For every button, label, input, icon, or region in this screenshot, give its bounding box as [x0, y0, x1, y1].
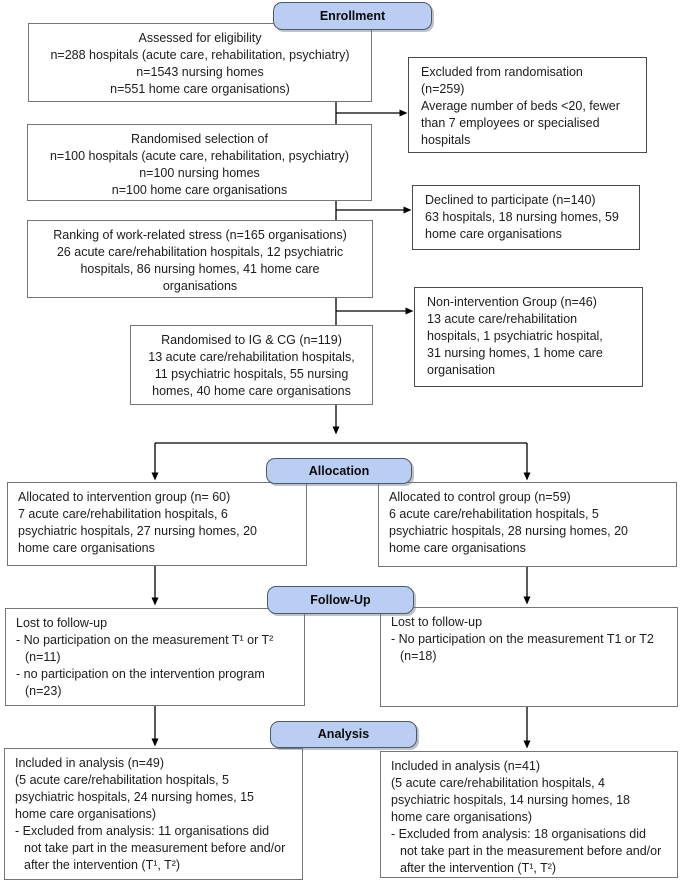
text-line: (n=18) [400, 649, 437, 663]
box-lost-to-followup-control [380, 607, 678, 707]
box-ranking-work-related-stress [27, 220, 373, 298]
box-non-intervention-group [414, 287, 643, 387]
text-line: not take part in the measurement before and/or [24, 841, 286, 855]
text-line: Lost to follow-up [16, 616, 108, 630]
text-line: Non-intervention Group (n=46) [427, 295, 597, 309]
text-line: psychiatric hospitals, 24 nursing homes, 15 [15, 790, 255, 804]
text-line: Included in analysis (n=41) [391, 759, 541, 773]
badge-label: Follow-Up [310, 592, 371, 607]
text-line: 13 acute care/rehabilitation hospitals, [148, 350, 355, 364]
text-line: Average number of beds <20, fewer [421, 99, 620, 113]
text-line: Included in analysis (n=49) [15, 756, 165, 770]
text-line: after the intervention (T¹, T²) [400, 861, 557, 875]
text-line: (5 acute care/rehabilitation hospitals, 5 [15, 773, 230, 787]
text-line: Assessed for eligibility [138, 31, 262, 45]
text-line: 6 acute care/rehabilitation hospitals, 5 [389, 507, 599, 521]
text-line: hospitals, 1 psychiatric hospital, [427, 329, 603, 343]
text-line: Randomised to IG & CG (n=119) [161, 333, 342, 347]
text-line: than 7 employees or specialised [421, 116, 600, 130]
box-declined-to-participate [412, 185, 640, 250]
text-line: organisations [162, 279, 238, 293]
text-line: psychiatric hospitals, 14 nursing homes, 18 [391, 793, 631, 807]
text-line: after the intervention (T¹, T²) [24, 858, 181, 872]
badge-label: Analysis [317, 727, 370, 741]
text-line: 11 psychiatric hospitals, 55 nursing [154, 367, 349, 381]
box-randomised-to-ig-cg [130, 325, 373, 405]
text-line: 63 hospitals, 18 nursing homes, 59 [425, 210, 619, 224]
text-line: home care organisations) [391, 810, 533, 824]
text-line: - Excluded from analysis: 18 organisations did [391, 827, 646, 841]
box-excluded-from-randomisation [408, 57, 647, 153]
text-line: - No participation on the measurement T1 or T2 [391, 632, 654, 646]
badge-label: Allocation [308, 463, 370, 478]
text-line: psychiatric hospitals, 27 nursing homes, 20 [18, 524, 258, 538]
text-line: home care organisations [389, 541, 526, 555]
box-assessed-eligibility [28, 23, 372, 102]
text-line: Excluded from randomisation [421, 65, 583, 79]
box-lost-to-followup-intervention [5, 608, 305, 706]
box-allocated-intervention-group [7, 482, 307, 566]
text-line: Allocated to intervention group (n= 60) [18, 490, 231, 504]
text-line: n=1543 nursing homes [136, 65, 264, 79]
text-line: not take part in the measurement before and/or [400, 844, 662, 858]
text-line: 31 nursing homes, 1 home care [427, 346, 603, 360]
text-line: n=551 home care organisations) [110, 82, 290, 96]
text-line: homes, 40 home care organisations [152, 384, 351, 398]
text-line: organisation [427, 363, 496, 377]
badge-allocation [266, 458, 412, 484]
text-line: home care organisations [18, 541, 155, 555]
text-line: home care organisations) [15, 807, 157, 821]
badge-follow-up [267, 586, 414, 614]
text-line: Allocated to control group (n=59) [389, 490, 571, 504]
text-line: (5 acute care/rehabilitation hospitals, 4 [391, 776, 606, 790]
text-line: psychiatric hospitals, 28 nursing homes, 20 [389, 524, 629, 538]
text-line: n=100 nursing homes [139, 166, 260, 180]
text-line: hospitals, 86 nursing homes, 41 home care [80, 262, 320, 276]
box-included-in-analysis-control [380, 751, 678, 878]
box-randomised-selection [27, 124, 372, 201]
text-line: (n=259) [421, 82, 465, 96]
text-line: Ranking of work-related stress (n=165 organisations) [53, 228, 347, 242]
text-line: - Excluded from analysis: 11 organisations did [15, 824, 270, 838]
text-line: Randomised selection of [131, 132, 268, 146]
text-line: (n=11) [25, 650, 61, 664]
badge-label: Enrollment [319, 8, 386, 23]
text-line: Lost to follow-up [391, 615, 483, 629]
text-line: n=100 home care organisations [111, 183, 288, 197]
text-line: home care organisations [425, 227, 562, 241]
badge-enrollment [273, 2, 432, 30]
badge-analysis [270, 721, 417, 748]
text-line: 13 acute care/rehabilitation [427, 312, 578, 326]
box-included-in-analysis-intervention [4, 748, 303, 880]
text-line: n=288 hospitals (acute care, rehabilitation, psychiatry) [50, 48, 350, 62]
text-line: - No participation on the measurement T¹ or T² [16, 633, 274, 647]
text-line: Declined to participate (n=140) [425, 193, 596, 207]
text-line: 7 acute care/rehabilitation hospitals, 6 [18, 507, 228, 521]
text-line: - no participation on the intervention program [16, 667, 265, 681]
text-line: hospitals [421, 133, 471, 147]
text-line: 26 acute care/rehabilitation hospitals, 12 psychiatric [56, 245, 344, 259]
text-line: n=100 hospitals (acute care, rehabilitation, psychiatry) [49, 149, 350, 163]
box-allocated-control-group [378, 482, 677, 567]
text-line: (n=23) [25, 684, 62, 698]
